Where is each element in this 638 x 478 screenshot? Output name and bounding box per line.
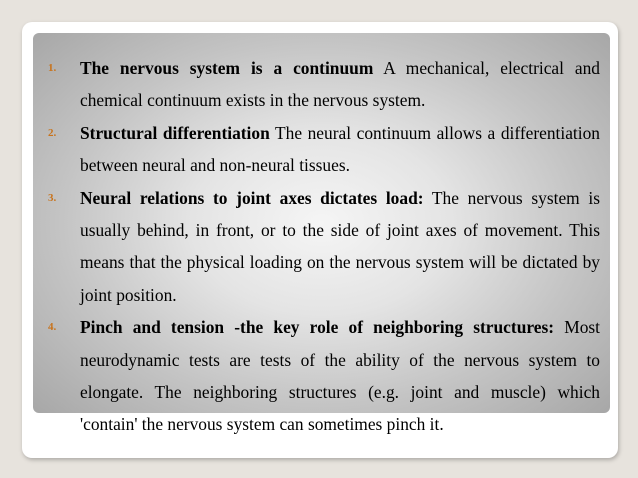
list-number: 4.	[48, 321, 57, 334]
list-item-4	[48, 311, 600, 441]
item-heading: Neural relations to joint axes dictates load:	[80, 187, 424, 208]
list-item-1	[48, 52, 600, 117]
item-heading: Pinch and tension -the key role of neighboring structures:	[80, 317, 555, 338]
list-number: 1.	[48, 62, 57, 74]
item-heading: Structural differentiation	[80, 122, 270, 143]
list-item-3	[48, 182, 600, 312]
numbered-list	[48, 52, 600, 441]
item-heading: The nervous system is a continuum	[80, 58, 374, 78]
list-number: 3.	[48, 191, 57, 204]
item-text: The nervous system is usually behind, in front, or to the side of joint axes of movement. This means that the physical loading on the nervous system will be dictated by joint position.	[80, 187, 600, 305]
item-text: The neural continuum allows a differentiation between neural and non-neural tissues.	[80, 122, 600, 176]
item-text: A mechanical, electrical and chemical continuum exists in the nervous system.	[80, 58, 601, 111]
list-item-2	[48, 117, 600, 182]
list-number: 2.	[48, 126, 57, 139]
item-text: Most neurodynamic tests are tests of the ability of the nervous system to elongate. The neighboring structures (e.g. joint and muscle) which 'contain' the nervous system can sometimes pinch it.	[80, 317, 601, 435]
